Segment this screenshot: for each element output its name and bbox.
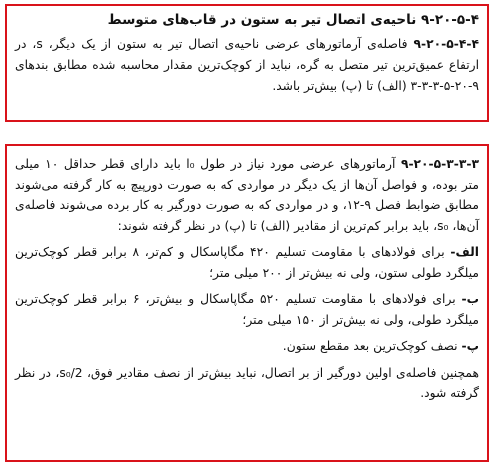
list-item-label: ب- [461, 292, 479, 306]
section-box-beam-column-joint [5, 4, 489, 122]
list-item-be [15, 289, 479, 330]
list-item-text: برای فولادهای با مقاومت تسلیم ۴۲۰ مگاپاسکال و کم‌تر، ۸ برابر قطر کوچک‌ترین میلگرد طولی ستون، ولی نه بیش‌تر از ۲۰۰ میلی متر؛ [15, 245, 479, 280]
clause-paragraph [15, 154, 479, 236]
list-item-alef [15, 242, 479, 283]
list-item-text: برای فولادهای با مقاومت تسلیم ۵۲۰ مگاپاسکال و بیش‌تر، ۶ برابر قطر کوچک‌ترین میلگرد طولی، ولی نه بیش‌تر از ۱۵۰ میلی متر؛ [15, 292, 479, 327]
clause-number: ۹-۲۰-۵-۳-۳-۳ [400, 157, 479, 171]
clause-number: ۹-۲۰-۵-۴-۴ [413, 37, 479, 51]
list-item-pe [15, 336, 479, 357]
clause-paragraph [15, 34, 479, 97]
closing-paragraph: همچنین فاصله‌ی اولین دورگیر از بر اتصال، نباید بیش‌تر از نصف مقادیر فوق، s₀/2، در نظر گرفته شود. [15, 365, 479, 400]
list-item-label: الف- [450, 245, 480, 259]
clause-text: فاصله‌ی آرماتورهای عرضی ناحیه‌ی اتصال تیر به ستون از یک دیگر، s، در ارتفاع عمیق‌ترین تیر متصل به گره، نباید از کوچک‌ترین مقدار محاسبه شده مطابق بندهای ۹-۲۰-۵-۳-۳-۳ (الف) تا (پ) بیش‌تر باشد. [15, 37, 479, 93]
section-box-transverse-reinforcement [5, 144, 489, 462]
clause-intro-text: آرماتورهای عرضی مورد نیاز در طول l₀ باید دارای قطر حداقل ۱۰ میلی متر بوده، و فواصل آن‌ها از یک دیگر در مواردی که به صورت دورپیچ به کار گرفته می‌شوند مطابق ضوابط فصل ۹-۱۲، و در مواردی که به صورت دورگیر به کار برده می‌شوند فاصله‌ی آن‌ها، s₀، باید برابر کم‌ترین از مقادیر (الف) تا (پ) در نظر گرفته شوند: [15, 157, 479, 233]
list-item-label: پ- [461, 339, 479, 353]
section-heading: ۹-۲۰-۵-۴ ناحیه‌ی اتصال تیر به ستون در قاب‌های متوسط [107, 12, 479, 28]
list-item-text: نصف کوچک‌ترین بعد مقطع ستون. [282, 339, 462, 353]
